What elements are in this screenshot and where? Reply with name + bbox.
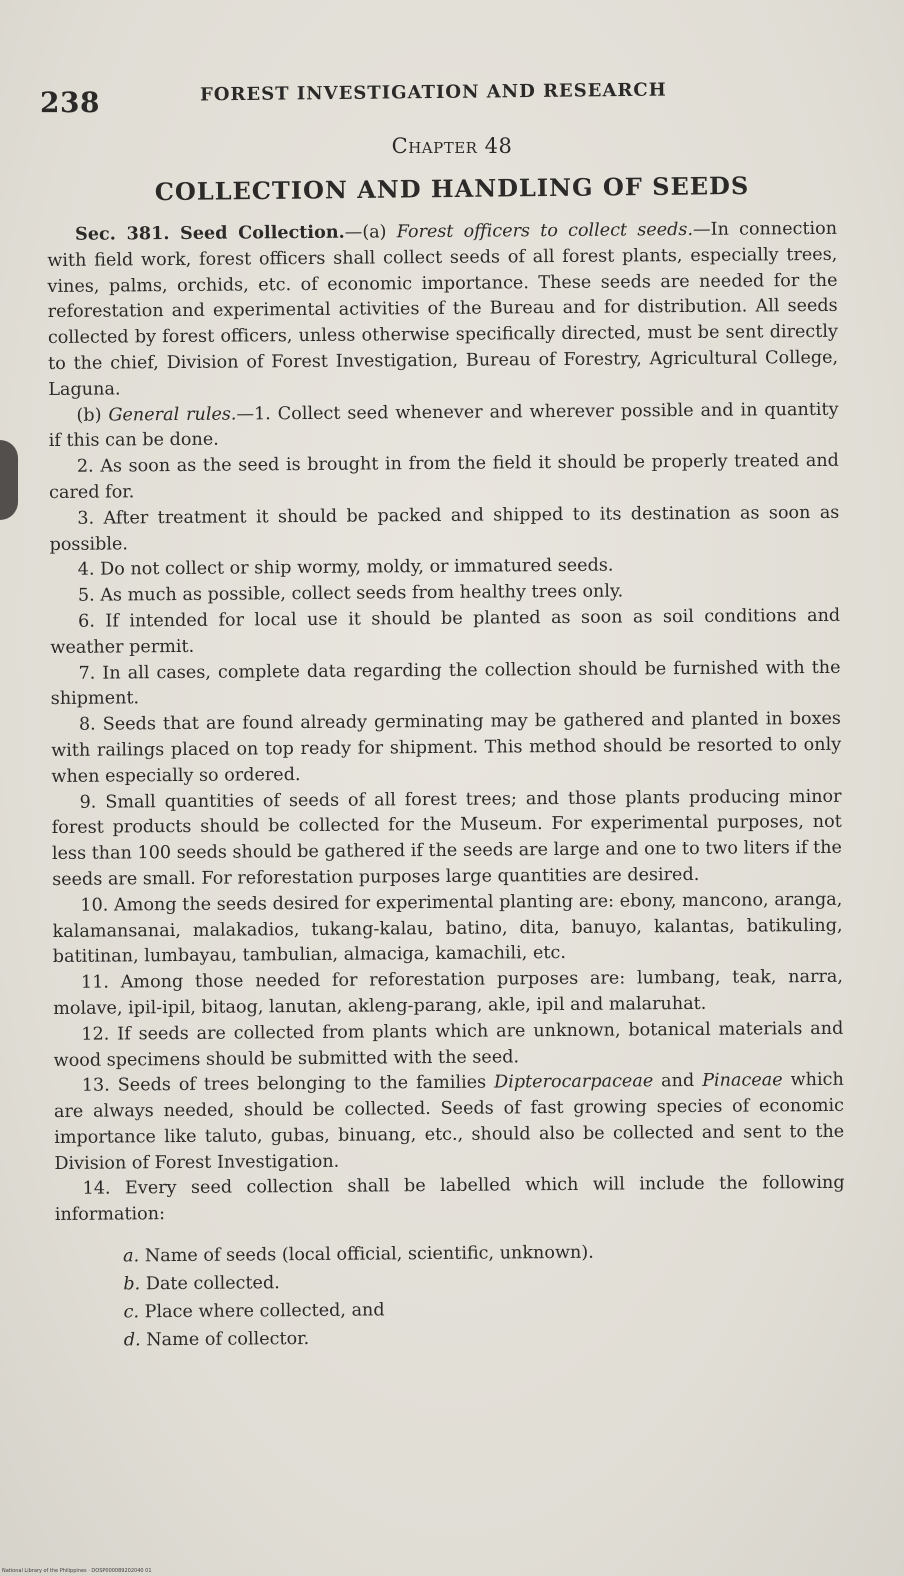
rule-8: 8. Seeds that are found already germinating may be gathered and planted in boxes with railings placed on top ready for shipment. This method should be resorted to only when especially so ordered. [51, 708, 842, 787]
list-marker: a. [123, 1246, 140, 1267]
scan-credit: National Library of the Philippines · DOSP000089202040 01 [2, 1568, 152, 1574]
label-info-list [123, 1237, 846, 1355]
section-heading: Sec. 381. Seed Collection. [75, 221, 345, 245]
list-item [124, 1321, 846, 1355]
sub-a-marker: (a) [362, 222, 387, 243]
sub-b-marker: (b) [76, 405, 102, 426]
rule-11: 11. Among those needed for reforestation purposes are: lumbang, teak, narra, molave, ipil-ipil, bitaog, lanutan, akleng-parang, akle, ipil and malaruhat. [53, 966, 844, 1019]
rule-9: 9. Small quantities of seeds of all forest trees; and those plants producing minor forest products should be collected for the Museum. For experimental purposes, not less than 100 seeds should be gathered if the seeds are large and one to two liters if the seeds are small. For reforestation purposes large quantities are desired. [51, 786, 843, 890]
list-marker: c. [123, 1302, 140, 1323]
rule-13 [54, 1068, 845, 1177]
sub-a-title: Forest officers to collect seeds. [396, 219, 694, 243]
rule-14: 14. Every seed collection shall be labelled which will include the following information: [54, 1173, 845, 1226]
chapter-title: COLLECTION AND HANDLING OF SEEDS [154, 170, 750, 207]
rule-13-start: 13. Seeds of trees belonging to the families [81, 1072, 495, 1097]
rule-10: 10. Among the seeds desired for experimental planting are: ebony, mancono, aranga, kalamansanai, malakadios, tukang-kalau, batino, dita, banuyo, kalantas, batikuling, batitinan, lumbayau, tambulian, almaciga, kamachili, etc. [52, 889, 843, 968]
rule-13-and: and [653, 1071, 703, 1092]
list-item-text: Place where collected, and [144, 1300, 385, 1323]
rule-2: 2. As soon as the seed is brought in from the field it should be properly treated and cared for. [49, 450, 839, 503]
rule-3: 3. After treatment it should be packed and shipped to its destination as soon as possible. [49, 502, 840, 555]
list-item-text: Date collected. [145, 1273, 280, 1295]
rule-13-family-1: Dipterocarpaceae [493, 1071, 654, 1093]
list-marker: b. [123, 1274, 141, 1295]
section-paragraph-a: Sec. 381. Seed Collection.—(a) Forest officers to collect seeds.—In connection with field work, forest officers shall collect seeds of all forest plants, especially trees, vines, palms, orchids, etc. of economic importance. These seeds are needed for the reforestation and experimental activities of the Bureau and for distribution. All seeds collected by forest officers, unless otherwise specifically directed, must be sent directly to the chief, Division of Forest Investigation, Bureau of Forestry, Agricultural College, Laguna. [47, 218, 839, 400]
rule-1: 1. Collect seed whenever and wherever possible and in quantity if this can be done. [48, 399, 839, 452]
rule-13-end: which are always needed, should be collected. Seeds of fast growing species of economic importance like taluto, gubas, binuang, etc., should also be collected and sent to the Division of Forest Investigation. [53, 1070, 845, 1174]
list-item-text: Name of seeds (local official, scientific, unknown). [144, 1242, 594, 1267]
rule-6: 6. If intended for local use it should be planted as soon as soil conditions and weather permit. [50, 605, 841, 658]
rule-12: 12. If seeds are collected from plants which are unknown, botanical materials and wood specimens should be submitted with the seed. [53, 1018, 844, 1071]
page-header [40, 76, 860, 126]
sub-a-text: In connection with field work, forest officers shall collect seeds of all forest plants, especially trees, vines, palms, orchids, etc. of economic importance. These seeds are needed for the reforestation and experimental activities of the Bureau and for distribution. All seeds collected by forest officers, unless otherwise specifically directed, must be sent directly to the chief, Division of Forest Investigation, Bureau of Forestry, Agricultural College, Laguna. [47, 218, 839, 400]
rule-7: 7. In all cases, complete data regarding the collection should be furnished with the shipment. [50, 657, 841, 710]
page-number: 238 [40, 86, 100, 119]
sub-b-title: General rules. [108, 404, 237, 426]
body-text [47, 216, 846, 1355]
list-item-text: Name of collector. [146, 1329, 310, 1351]
rule-4: 4. Do not collect or ship wormy, moldy, or immatured seeds. [77, 555, 614, 581]
running-title: FOREST INVESTIGATION AND RESEARCH [199, 79, 667, 106]
section-paragraph-b: (b) General rules.—1. Collect seed whenever and wherever possible and in quantity if this can be done. [48, 399, 839, 452]
chapter-label: Chapter 48 [391, 134, 513, 158]
binding-shadow [0, 440, 18, 520]
list-marker: d. [123, 1330, 141, 1351]
rule-13-family-2: Pinaceae [702, 1070, 783, 1092]
rule-5: 5. As much as possible, collect seeds from healthy trees only. [77, 581, 624, 606]
